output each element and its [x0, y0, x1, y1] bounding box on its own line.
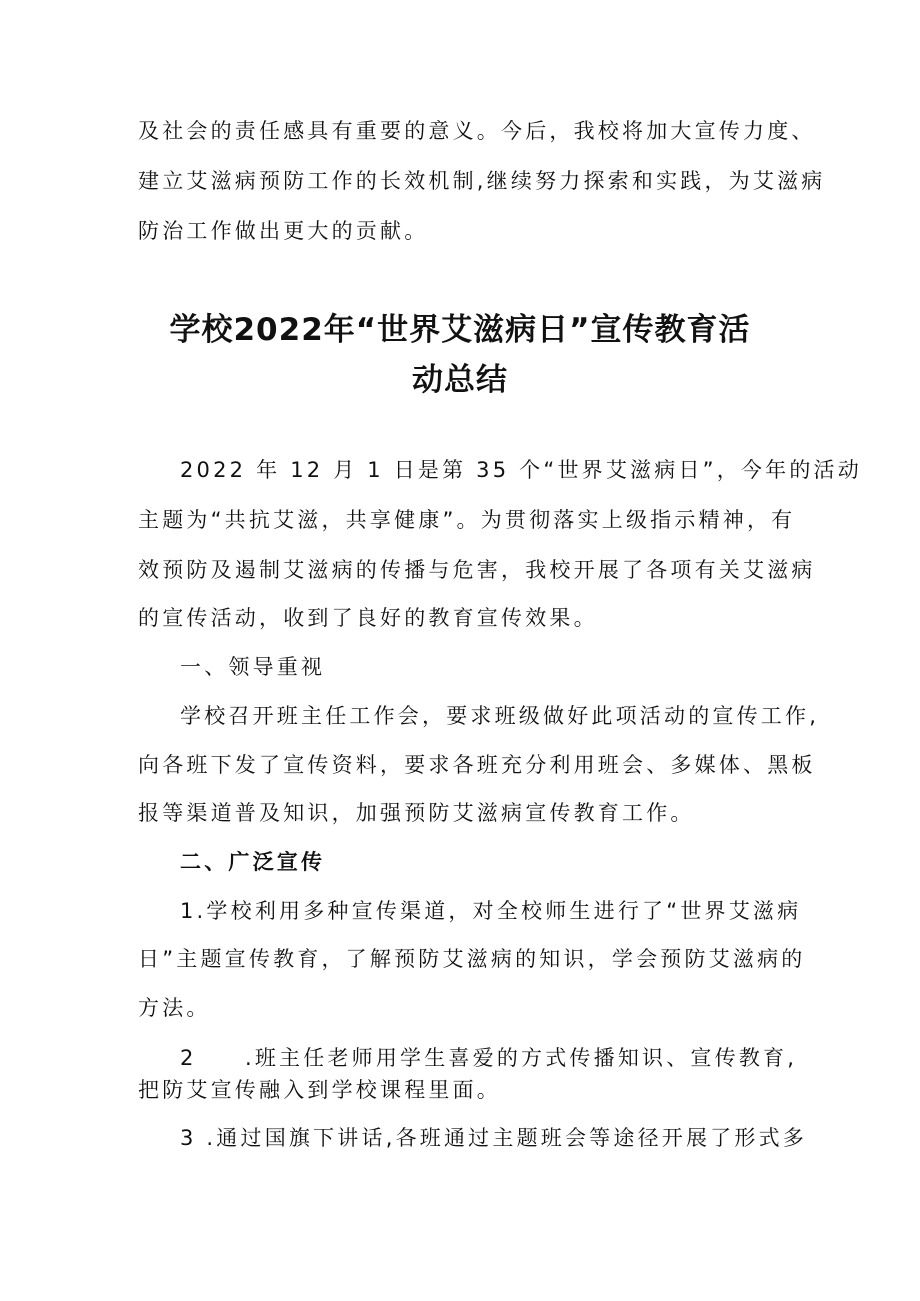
section2-item1-line: 日”主题宣传教育，了解预防艾滋病的知识，学会预防艾滋病的 [138, 947, 806, 971]
section2-item2-line: 把防艾宣传融入到学校课程里面。 [138, 1078, 501, 1102]
section2-item2-line: 2 .班主任老师用学生喜爱的方式传播知识、宣传教育, [180, 1046, 798, 1070]
section1-heading: 一、领导重视 [180, 655, 326, 679]
section2-heading: 二、广泛宣传 [180, 850, 326, 874]
section2-item3-line: 3 .通过国旗下讲话,各班通过主题班会等途径开展了形式多 [180, 1126, 807, 1150]
section1-line: 学校召开班主任工作会，要求班级做好此项活动的宣传工作, [180, 704, 820, 728]
section2-item1-line: 方法。 [138, 996, 211, 1020]
section1-line: 报等渠道普及知识，加强预防艾滋病宣传教育工作。 [138, 801, 695, 825]
intro-line: 效预防及遏制艾滋病的传播与危害，我校开展了各项有关艾滋病 [138, 558, 816, 582]
paragraph-line: 建立艾滋病预防工作的长效机制,继续努力探索和实践，为艾滋病 [138, 169, 826, 193]
paragraph-line: 防治工作做出更大的贡献。 [138, 219, 429, 243]
section2-item1-line: 1.学校利用多种宣传渠道，对全校师生进行了“世界艾滋病 [180, 899, 802, 923]
intro-line: 的宣传活动，收到了良好的教育宣传效果。 [138, 606, 598, 630]
paragraph-line: 及社会的责任感具有重要的意义。今后，我校将加大宣传力度、 [138, 119, 816, 143]
document-title-line-1: 学校2022年“世界艾滋病日”宣传教育活 [169, 312, 751, 348]
intro-line: 主题为“共抗艾滋，共享健康”。为贯彻落实上级指示精神，有 [138, 508, 796, 532]
intro-line: 2022 年 12 月 1 日是第 35 个“世界艾滋病日”，今年的活动 [180, 458, 862, 482]
section1-line: 向各班下发了宣传资料，要求各班充分利用班会、多媒体、黑板 [138, 753, 816, 777]
document-title-line-2: 动总结 [412, 362, 508, 398]
